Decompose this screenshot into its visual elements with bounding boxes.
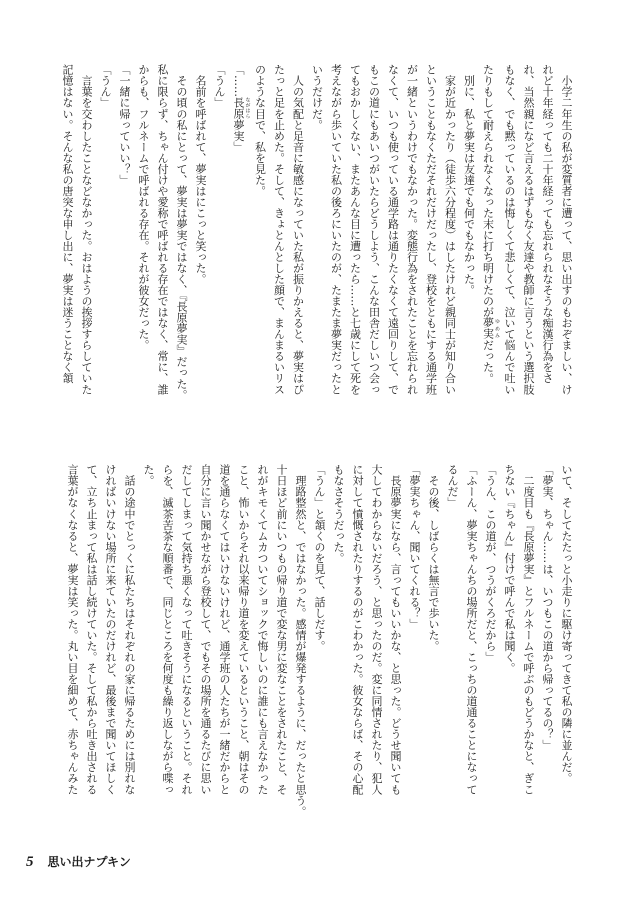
text-line: 人の気配と足音に敏感になっていた私が振りかえると、夢実はぴ [291,64,305,395]
text-line: ということもなくただそれだけだったし、登校をともにする通学班 [424,64,438,395]
text-line [229,64,251,442]
ruby-base: 夢実 [481,317,495,340]
text-line: 考えながら歩いていた私の後ろにいたのが、たまたま夢実だったと [329,64,343,395]
text-line: もこの道にもあいつがいたらどうしよう、こんな田舎だしいつ会っ [367,64,381,395]
ruby-reading: ゆめみ [494,317,500,340]
text-line: 「うん、この道が、つうがくろだから」 [484,464,497,663]
text-segment: 夢実」 [232,119,245,153]
text-line: に対して憤慨されたりするのがこわかった。彼女ならば、その心配 [351,464,364,795]
text-line: 「うん」 [99,64,112,109]
text-line: たっと足を止めた。そして、きょとんとした顔で、まんまるいリス [272,64,286,395]
text-line: 私に限らず、ちゃん付けや愛称で呼ばれる存在ではなく、常に、誰 [156,64,169,395]
text-line: ければいけない場所に来ていたのだけれど、最後まで聞いてほしく [104,464,117,795]
text-segment: 「…… [232,64,245,98]
ruby-annotation [481,317,500,340]
text-line: れ、当然親になど言えるはずもなく友達や教師に言うという選択肢 [522,64,535,395]
text-line: だしてしまって気持ち悪くなって吐きそうになるということ。それ [180,464,193,795]
text-line: 二度目も『長原夢実』とフルネームで呼ぶのもどうかなと、ぎこ [522,464,535,795]
text-line: 十日ほど前にいつもの帰り道で変な男に変なことをされたこと、そ [275,464,288,795]
text-line: 「一緒に帰っていい？」 [118,64,131,186]
text-line: 別に、私と夢実は友達でも何でもなかった。 [462,64,476,296]
text-line: てもおかしくない、またあんな目に遭ったら……と七歳にして死を [348,64,362,395]
text-line: なくて、いつも使っている通学路は通りたくなくて遠回りして、で [386,64,400,395]
text-line: もなさそうだった。 [332,464,345,564]
text-line: 自分に言い聞かせながら登校して、でもその場所を通るたびに思い [199,464,212,795]
text-line: 記憶はない。そんな私の唐突な申し出に、夢実は迷うことなく頷 [61,64,74,384]
text-block-bottom [62,464,576,842]
text-line: その頃の私にとって、夢実は夢実ではなく、『長原夢実』だった。 [175,64,188,401]
text-line: 小学二年生の私が変質者に遭って、思い出すのもおぞましい、け [560,64,573,395]
text-block-top [62,64,576,442]
text-line: て、立ち止まって私は話し続けていた。そして私から吐き出される [85,464,98,795]
text-line: 「うん」 [213,64,226,109]
text-line: れがキモくてムカついてショックで悔しいのに誰にも言えなかった [256,464,269,795]
text-line: その後、しばらくは無言で歩いた。 [427,464,440,652]
text-line: 大してわからないだろう、と思ったのだ。変に同情されたり、犯人 [370,464,383,795]
text-line: が一緒というわけでもなかった。変態行為をされたことを忘れられ [405,64,419,395]
ruby-reading: ながはら [244,97,251,120]
text-line: 言葉がなくなると、夢実は笑った。丸い目を細めて、赤ちゃんみた [66,464,79,795]
ruby-base: 長原 [232,97,245,120]
text-line: れど十年経っても二十年経っても忘れられなそうな痴漢行為をさ [541,64,554,384]
text-line: いうだけだ。 [310,64,324,131]
text-line: 理路整然と、ではなかった。感情が爆発するように、だったと思う。 [294,464,307,817]
text-line: 言葉を交わしたことなどなかった。おはようの挨拶すらしていた [80,64,93,395]
text-line: 家が近かったり（徒歩六分程度）はしたけれど親同士が知り合い [443,64,457,395]
ruby-annotation [232,97,251,120]
text-line: こと、怖いからそれ以来帰り道を変えているということ、朝はその [237,464,250,795]
text-line: 「夢実ちゃん、聞いてくれる？」 [408,464,421,630]
text-segment: だった。 [481,339,495,384]
text-line: 道を通らなくてはいけないけれど、通学班の人たちが一緒だからと [218,464,231,795]
text-line: 「夢実、ちゃん……は、いつもこの道から帰ってるの？」 [541,464,554,751]
text-line: 名前を呼ばれて、夢実はにこっと笑った。 [194,64,207,285]
text-line: ちない『ちゃん』付けで呼んで私は聞く。 [503,464,516,674]
text-line: もなく、でも黙っているのは悔しくて悲しくて、泣いて悩んで吐い [503,64,516,395]
text-line: いて、そしてたたっと小走りに駆け寄ってきて私の隣に並んだ。 [560,464,573,784]
page-footer [26,853,131,871]
text-line: 話の途中でとっくに私たちはそれぞれの家に帰るためには別れな [123,464,136,795]
text-line: のような目で、私を見た。 [253,64,267,197]
text-line [479,64,501,442]
book-title: 思い出ナプキン [47,855,131,869]
text-line: た。 [142,464,155,487]
text-line: るんだ」 [446,464,459,509]
text-line: 「うん」と頷くのを見て、話しだす。 [313,464,326,652]
text-line: からも、フルネームで呼ばれる存在。それが彼女だった。 [137,64,150,351]
page-number: 5 [26,854,34,870]
text-line: 「ふーん、夢実ちゃんちの場所だと、こっちの道通ることになって [465,464,478,795]
text-line: らを、滅茶苦茶な順番で、同じところを何度も繰り返しながら喋っ [161,464,174,795]
text-line: 長原夢実になら、言ってもいいかな、と思った。どうせ聞いても [389,464,402,795]
text-segment: たりもして耐えられなくなった末に打ち明けたのが [481,64,495,318]
